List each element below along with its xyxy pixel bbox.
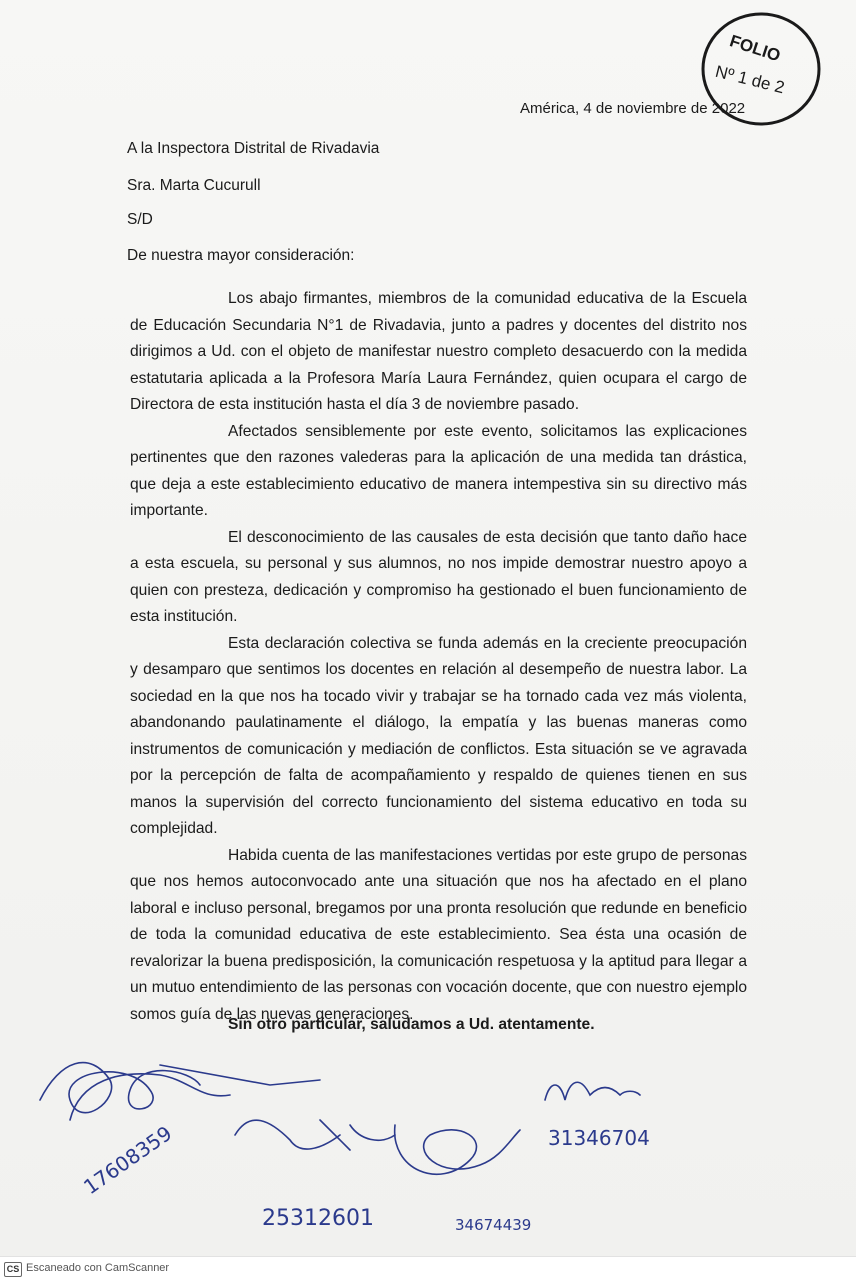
signature-scribble [40, 1063, 320, 1120]
greeting: De nuestra mayor consideración: [127, 247, 355, 264]
camscanner-footer [0, 1256, 856, 1281]
letter-body [130, 286, 747, 1028]
paragraph: El desconocimiento de las causales de esta decisión que tanto daño hace a esta escuela, su personal y sus alumnos, no nos impide demostrar nuestro apoyo a quien con presteza, dedicación y compromiso ha gestionado el buen funcionamiento de esta institución. [130, 528, 747, 625]
signatures-area [0, 1040, 856, 1256]
stamp-number: Nº 1 de 2 [713, 61, 787, 98]
paragraph: Esta declaración colectiva se funda además en la creciente preocupación y desamparo que sentimos los docentes en relación al desempeño de nuestra labor. La sociedad en la que nos ha tocado vivir y trabajar se ha tornado cada vez más violenta, abandonando paulatinamente el diálogo, la empatía y las buenas maneras como instrumentos de comunicación y mediación de conflictos. Esta situación se ve agravada por la percepción de falta de acompañamiento y respaldo de quienes tienen en sus manos la supervisión del correcto funcionamiento del sistema educativo en toda su complejidad. [130, 634, 747, 837]
recipient-name: Sra. Marta Cucurull [127, 177, 261, 194]
signature-scribble [545, 1082, 640, 1100]
signature-scribble [395, 1125, 520, 1174]
paragraph: Habida cuenta de las manifestaciones vertidas por este grupo de personas que nos hemos autoconvocado ante una situación que nos ha afectado en el plano laboral e incluso personal, bregamos por una pronta resolución que redunde en beneficio de toda la comunidad educativa de este establecimiento. Sea ésta una ocasión de revalorizar la buena predisposición, la comunicación respetuosa y la aptitud para llegar a un mutuo entendimiento de las personas con vocación docente, que con nuestro ejemplo somos guía de las nuevas generaciones. [130, 846, 747, 1023]
signature-id: 25312601 [262, 1206, 374, 1231]
sd-line: S/D [127, 211, 153, 228]
recipient: A la Inspectora Distrital de Rivadavia [127, 140, 380, 157]
signature-id: 17608359 [79, 1121, 177, 1200]
paragraph: Afectados sensiblemente por este evento, solicitamos las explicaciones pertinentes que den razones valederas para la aplicación de una medida tan drástica, que deja a este establecimiento educativo de manera intempestiva sin su directivo más importante. [130, 422, 747, 519]
paragraph: Los abajo firmantes, miembros de la comunidad educativa de la Escuela de Educación Secundaria N°1 de Rivadavia, junto a padres y docentes del distrito nos dirigimos a Ud. con el objeto de manifestar nuestro completo desacuerdo con la medida estatutaria aplicada a la Profesora María Laura Fernández, quien ocupara el cargo de Directora de esta institución hasta el día 3 de noviembre pasado. [130, 290, 747, 413]
letter-date: América, 4 de noviembre de 2022 [520, 100, 746, 117]
camscanner-text: Escaneado con CamScanner [26, 1262, 170, 1274]
signature-id: 34674439 [455, 1216, 532, 1234]
signature-scribble [235, 1120, 395, 1150]
closing-line: Sin otro particular, saludamos a Ud. atentamente. [228, 1016, 595, 1033]
stamp-label: FOLIO [727, 31, 783, 66]
signature-id: 31346704 [548, 1126, 650, 1150]
camscanner-icon: CS [4, 1262, 22, 1277]
